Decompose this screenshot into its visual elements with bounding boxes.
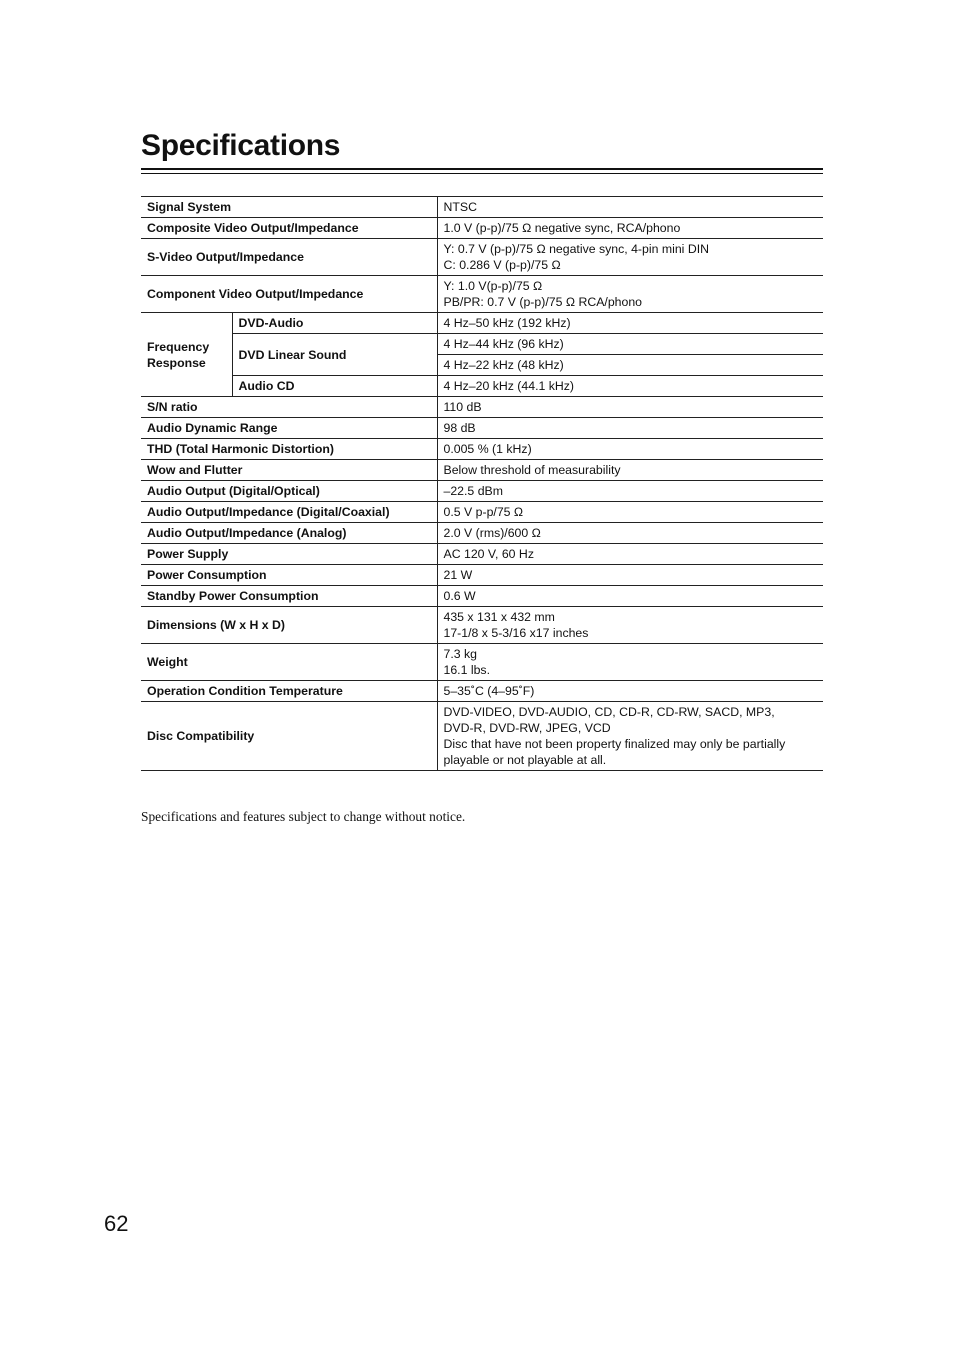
spec-value: NTSC — [437, 197, 823, 218]
footnote: Specifications and features subject to change without notice. — [141, 809, 466, 824]
table-row — [141, 565, 823, 586]
spec-label: Power Consumption — [141, 565, 437, 586]
spec-sublabel: DVD Linear Sound — [232, 334, 437, 376]
spec-value: 4 Hz–50 kHz (192 kHz) — [437, 313, 823, 334]
spec-label: Standby Power Consumption — [141, 586, 437, 607]
table-row — [141, 544, 823, 565]
table-row — [141, 239, 823, 276]
table-row — [141, 523, 823, 544]
spec-label: Weight — [141, 644, 437, 681]
title-rule-thin — [141, 173, 823, 174]
spec-label: Power Supply — [141, 544, 437, 565]
spec-label: Operation Condition Temperature — [141, 681, 437, 702]
spec-label: Wow and Flutter — [141, 460, 437, 481]
spec-label: Audio Output (Digital/Optical) — [141, 481, 437, 502]
spec-value-line: 7.3 kg — [443, 647, 477, 661]
spec-label: S-Video Output/Impedance — [141, 239, 437, 276]
table-row — [141, 197, 823, 218]
table-row — [141, 334, 823, 355]
spec-value — [437, 276, 823, 313]
spec-label: Signal System — [141, 197, 437, 218]
table-row — [141, 586, 823, 607]
spec-label: Component Video Output/Impedance — [141, 276, 437, 313]
spec-label: Dimensions (W x H x D) — [141, 607, 437, 644]
spec-value-line: PB/PR: 0.7 V (p-p)/75 Ω RCA/phono — [443, 295, 643, 309]
spec-value: 0.5 V p-p/75 Ω — [437, 502, 823, 523]
table-row — [141, 313, 823, 334]
spec-value: –22.5 dBm — [437, 481, 823, 502]
table-row — [141, 439, 823, 460]
spec-value: 0.005 % (1 kHz) — [437, 439, 823, 460]
specifications-table — [141, 196, 823, 771]
table-row — [141, 681, 823, 702]
spec-label-frequency-response — [141, 313, 232, 397]
spec-value-line: Y: 1.0 V(p-p)/75 Ω — [443, 279, 543, 293]
spec-label-line: Response — [147, 355, 206, 370]
spec-value-line: Y: 0.7 V (p-p)/75 Ω negative sync, 4-pin mini DIN — [443, 242, 709, 256]
table-row — [141, 607, 823, 644]
page-title: Specifications — [141, 129, 341, 162]
spec-value: 0.6 W — [437, 586, 823, 607]
table-row — [141, 397, 823, 418]
spec-value-line: 17-1/8 x 5-3/16 x17 inches — [443, 626, 589, 640]
spec-value-line: Disc that have not been property finalized may only be partially — [443, 737, 786, 751]
table-row — [141, 702, 823, 771]
spec-label: Disc Compatibility — [141, 702, 437, 771]
spec-label: Audio Output/Impedance (Digital/Coaxial) — [141, 502, 437, 523]
spec-value: 1.0 V (p-p)/75 Ω negative sync, RCA/phono — [437, 218, 823, 239]
spec-value-line: 435 x 131 x 432 mm — [443, 610, 555, 624]
table-row — [141, 376, 823, 397]
table-row — [141, 460, 823, 481]
spec-value — [437, 607, 823, 644]
spec-value — [437, 702, 823, 771]
spec-sublabel: Audio CD — [232, 376, 437, 397]
spec-value: Below threshold of measurability — [437, 460, 823, 481]
spec-value: AC 120 V, 60 Hz — [437, 544, 823, 565]
spec-value — [437, 644, 823, 681]
table-row — [141, 644, 823, 681]
spec-value-line: DVD-R, DVD-RW, JPEG, VCD — [443, 721, 611, 735]
spec-sublabel: DVD-Audio — [232, 313, 437, 334]
spec-label: S/N ratio — [141, 397, 437, 418]
spec-value: 2.0 V (rms)/600 Ω — [437, 523, 823, 544]
spec-value: 5–35˚C (4–95˚F) — [437, 681, 823, 702]
spec-value: 4 Hz–20 kHz (44.1 kHz) — [437, 376, 823, 397]
spec-label: Composite Video Output/Impedance — [141, 218, 437, 239]
spec-value-line: DVD-VIDEO, DVD-AUDIO, CD, CD-R, CD-RW, SACD, MP3, — [443, 705, 775, 719]
page-number: 62 — [104, 1211, 129, 1236]
spec-label: THD (Total Harmonic Distortion) — [141, 439, 437, 460]
spec-value: 4 Hz–22 kHz (48 kHz) — [437, 355, 823, 376]
spec-value: 98 dB — [437, 418, 823, 439]
table-row — [141, 276, 823, 313]
table-row — [141, 218, 823, 239]
title-rule-thick — [141, 168, 823, 170]
spec-value-line: C: 0.286 V (p-p)/75 Ω — [443, 258, 561, 272]
spec-value-line: playable or not playable at all. — [443, 753, 607, 767]
spec-label: Audio Dynamic Range — [141, 418, 437, 439]
spec-value: 110 dB — [437, 397, 823, 418]
table-row — [141, 502, 823, 523]
spec-value-line: 16.1 lbs. — [443, 663, 490, 677]
table-row — [141, 418, 823, 439]
spec-value — [437, 239, 823, 276]
spec-label: Audio Output/Impedance (Analog) — [141, 523, 437, 544]
spec-value: 4 Hz–44 kHz (96 kHz) — [437, 334, 823, 355]
spec-label-line: Frequency — [147, 339, 210, 354]
table-row — [141, 481, 823, 502]
spec-value: 21 W — [437, 565, 823, 586]
